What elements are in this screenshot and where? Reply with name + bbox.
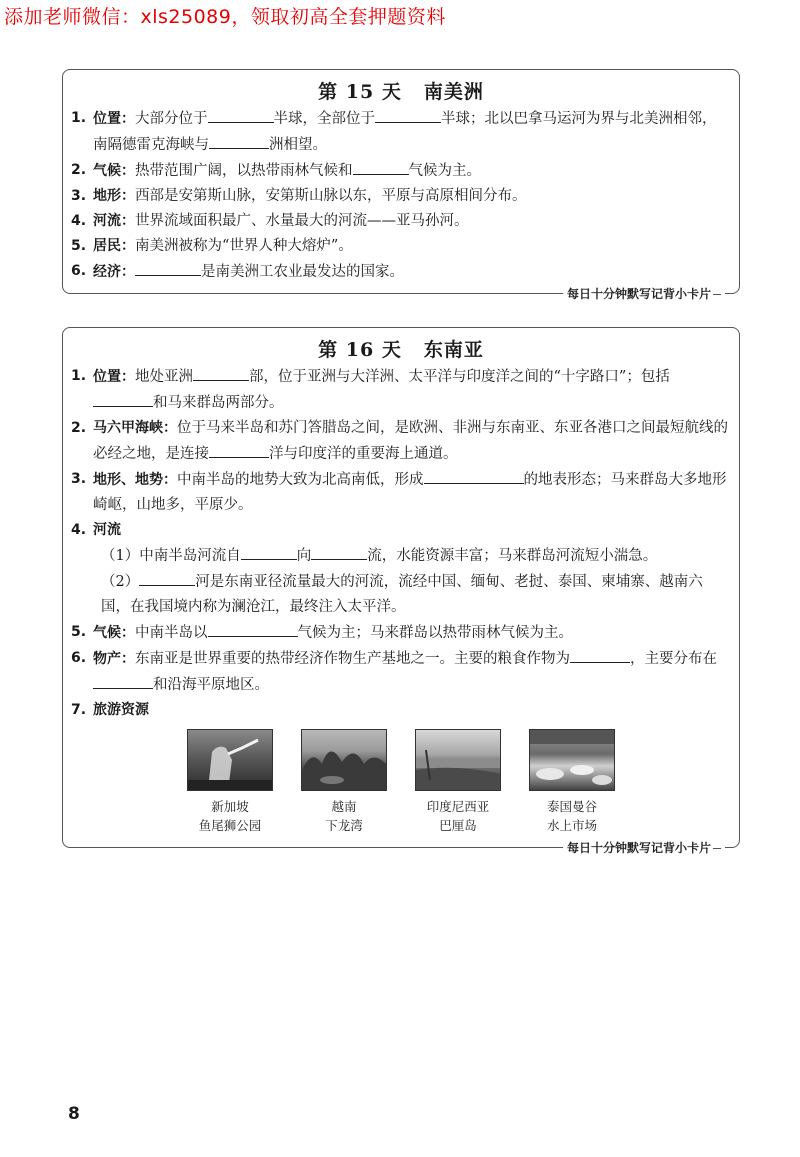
fill-blank	[93, 390, 153, 407]
day-label: 第 16 天	[318, 339, 402, 361]
fill-blank	[93, 672, 153, 689]
page-number: 8	[68, 1104, 80, 1124]
fill-blank	[570, 646, 630, 663]
day-label: 第 15 天	[318, 81, 402, 103]
item-location: 1. 位置：大部分位于 半球，全部位于 半球；北以巴拿马运河为界与北美洲相邻，南隔德雷克海峡与 洲相望。	[63, 106, 739, 158]
item-malacca-strait: 2. 马六甲海峡：位于马来半岛和苏门答腊岛之间，是欧洲、非洲与东南亚、东亚各港口之间最短航线的必经之地，是连接 洋与印度洋的重要海上通道。	[71, 420, 728, 462]
item-residents: 5. 居民：南美洲被称为“世界人种大熔炉”。	[71, 238, 353, 254]
fill-blank	[209, 441, 269, 458]
photo-bali-island	[415, 729, 501, 835]
item-rivers: 4. 河流	[71, 522, 121, 538]
item-tourism: 7. 旅游资源	[71, 702, 149, 718]
item-economy: 6. 经济： 是南美洲工农业最发达的国家。	[63, 259, 739, 285]
bali-image	[415, 729, 501, 791]
river-sub-1: （1）中南半岛河流自 向 流，水能资源丰富；马来群岛河流短小湍急。	[63, 543, 739, 569]
item-river: 4. 河流：世界流域面积最广、水量最大的河流——亚马孙河。	[71, 213, 469, 229]
photo-bangkok-floating-market	[529, 729, 615, 835]
fill-blank	[241, 543, 297, 560]
card-day16-southeast-asia	[62, 327, 740, 855]
item-climate: 2. 气候：热带范围广阔，以热带雨林气候和 气候为主。	[63, 158, 739, 184]
fill-blank	[193, 364, 249, 381]
item-location: 1. 位置：地处亚洲 部，位于亚洲与大洋洲、太平洋与印度洋之间的“十字路口”；包括和马来群岛两部分。	[63, 364, 739, 416]
photo-caption: 泰国曼谷 水上市场	[546, 799, 597, 833]
river-sub-2: （2） 河是东南亚径流量最大的河流，流经中国、缅甸、老挝、泰国、柬埔寨、越南六国，在我国境内称为澜沧江，最终注入太平洋。	[63, 569, 739, 620]
floating-market-image	[529, 729, 615, 791]
card-title	[63, 335, 739, 362]
card-footer: 每日十分钟默写记背小卡片	[563, 285, 725, 302]
tourism-photos	[63, 729, 739, 835]
photo-halong-bay	[301, 729, 387, 835]
fill-blank	[135, 259, 201, 276]
merlion-image	[187, 729, 273, 791]
item-terrain: 3. 地形：西部是安第斯山脉，安第斯山脉以东，平原与高原相间分布。	[71, 188, 527, 204]
watermark-text: 添加老师微信：xls25089，领取初高全套押题资料	[4, 6, 446, 28]
item-terrain: 3. 地形、地势：中南半岛的地势大致为北高南低，形成 的地表形态；马来群岛大多地形崎岖，山地多，平原少。	[63, 467, 739, 518]
photo-caption: 印度尼西亚 巴厘岛	[426, 799, 490, 833]
card-footer: 每日十分钟默写记背小卡片	[563, 839, 725, 856]
halong-bay-image	[301, 729, 387, 791]
fill-blank	[353, 158, 409, 175]
fill-blank	[424, 467, 524, 484]
card-day15-south-america	[62, 69, 740, 301]
fill-blank	[311, 543, 367, 560]
photo-singapore-merlion	[187, 729, 273, 835]
fill-blank	[208, 106, 274, 123]
photo-caption: 越南 下龙湾	[325, 799, 363, 833]
fill-blank	[139, 569, 195, 586]
fill-blank	[208, 620, 298, 637]
item-climate: 5. 气候：中南半岛以 气候为主；马来群岛以热带雨林气候为主。	[63, 620, 739, 646]
fill-blank	[209, 132, 269, 149]
region-label: 南美洲	[423, 81, 484, 103]
fill-blank	[375, 106, 441, 123]
region-label: 东南亚	[423, 339, 484, 361]
photo-caption: 新加坡 鱼尾狮公园	[198, 799, 262, 833]
item-products: 6. 物产：东南亚是世界重要的热带经济作物生产基地之一。主要的粮食作物为 ，主要分布在和沿海平原地区。	[63, 646, 739, 698]
card-title	[63, 77, 739, 104]
